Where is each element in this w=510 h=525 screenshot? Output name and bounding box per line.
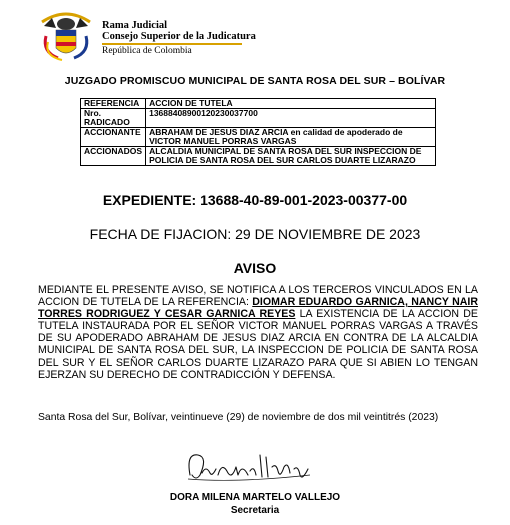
- signer-name: DORA MILENA MARTELO VALLEJO: [169, 492, 341, 503]
- table-row: [81, 109, 436, 128]
- judicial-branch-lines: [102, 20, 256, 57]
- expediente-heading: EXPEDIENTE: 13688-40-89-001-2023-00377-00: [102, 192, 408, 208]
- ref-value: ACCION DE TUTELA: [146, 99, 436, 109]
- ref-value: 13688408900120230037700: [146, 109, 436, 128]
- letterhead: [38, 12, 298, 64]
- table-row: [81, 99, 436, 109]
- header-line-3: República de Colombia: [102, 46, 192, 56]
- body-part-2: LA EXISTENCIA DE LA ACCION DE TUTELA INSTAURADA POR EL SEÑOR VICTOR MANUEL PORRAS VARGAS A TRAVÉS DE SU APODERADO ABRAHAM DE JESUS DIAZ ARCIA EN CONTRA DE LA ALCALDIA MUNICIPAL DE SANTA ROSA DEL SUR, LA INSPECCION DE POLICIA DE SANTA ROSA DEL SUR Y EL SEÑOR CARLOS DUARTE LIZARAZO PARA QUE SI ABIEN LO TENGAN EJERZAN SU DERECHO DE CONTRADICCIÓN Y DEFENSA.: [38, 308, 478, 381]
- reference-table: [80, 98, 436, 166]
- notified-names: DIOMAR EDUARDO GARNICA, NANCY NAIR TORRES RODRIGUEZ Y CESAR GARNICA REYES: [38, 296, 478, 321]
- table-row: [81, 128, 436, 147]
- ref-key: REFERENCIA: [81, 99, 146, 109]
- colombia-coat-of-arms-icon: [38, 12, 94, 64]
- header-line-1: Rama Judicial: [102, 20, 168, 31]
- fecha-fijacion: FECHA DE FIJACION: 29 DE NOVIEMBRE DE 2023: [89, 226, 421, 242]
- ref-value: ALCALDIA MUNICIPAL DE SANTA ROSA DEL SUR INSPECCION DE POLICIA DE SANTA ROSA DEL SUR CARLOS DUARTE LIZARAZO: [146, 147, 436, 166]
- header-line-2: Consejo Superior de la Judicatura: [102, 31, 256, 42]
- ref-key: ACCIONANTE: [81, 128, 146, 147]
- ref-key: Nro. RADICADO: [81, 109, 146, 128]
- aviso-title: AVISO: [233, 260, 277, 276]
- notice-body: [38, 284, 478, 381]
- ref-key: ACCIONADOS: [81, 147, 146, 166]
- ref-value: ABRAHAM DE JESUS DIAZ ARCIA en calidad de apoderado de VICTOR MANUEL PORRAS VARGAS: [146, 128, 436, 147]
- table-row: [81, 147, 436, 166]
- place-date: Santa Rosa del Sur, Bolívar, veintinueve (29) de noviembre de dos mil veintitrés (2023): [38, 412, 439, 423]
- body-part-1: MEDIANTE EL PRESENTE AVISO, SE NOTIFICA A LOS TERCEROS VINCULADOS EN LA ACCION DE TUTELA DE LA REFERENCIA:: [38, 284, 478, 309]
- handwritten-signature: [178, 445, 328, 485]
- header-rule: [102, 43, 242, 45]
- court-name: JUZGADO PROMISCUO MUNICIPAL DE SANTA ROSA DEL SUR – BOLÍVAR: [64, 75, 446, 87]
- signer-role: Secretaria: [230, 505, 280, 516]
